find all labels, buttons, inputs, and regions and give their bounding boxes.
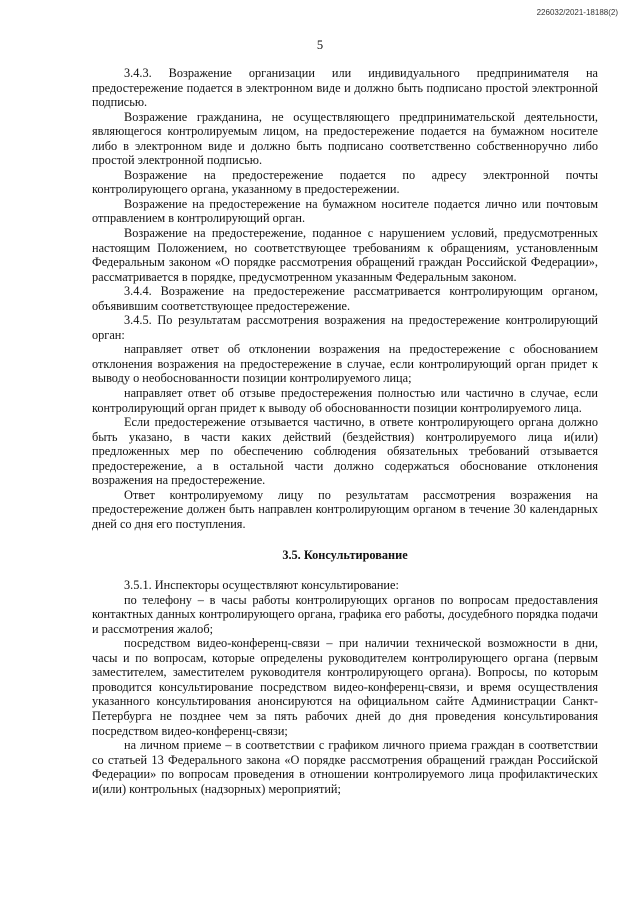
paragraph: посредством видео-конференц-связи – при наличии технической возможности в дни, часы и по вопросам, которые определены руководителем контролирующего органа (первым заместителем, заместителем руководителя контролирующего органа). Вопросы, по которым проводится консультирование посредством видео-конференц-связи, и время осуществления указанного консультирования анонсируются на официальном сайте Администрации Санкт-Петербурга не позднее чем за пять рабочих дней до дня проведения консультирования посредством видео-конференц-связи; xyxy=(92,636,598,738)
paragraph: Если предостережение отзывается частично, в ответе контролирующего органа должно быть указано, в части каких действий (бездействия) контролируемого лица и(или) предложенных мер по обеспечению соблюдения обязательных требований отзывается предостережение, а в остальной части должно содержаться обоснование отклонения возражения на предостережение. xyxy=(92,415,598,488)
paragraph: 3.4.5. По результатам рассмотрения возражения на предостережение контролирующий орган: xyxy=(92,313,598,342)
paragraph: 3.5.1. Инспекторы осуществляют консультирование: xyxy=(124,578,399,593)
paragraph: направляет ответ об отзыве предостережения полностью или частично в случае, если контролирующий орган придет к выводу об обоснованности позиции контролируемого лица. xyxy=(92,386,598,415)
document-number: 226032/2021-18188(2) xyxy=(536,8,618,17)
section-heading: 3.5. Консультирование xyxy=(282,547,408,562)
paragraph: Ответ контролируемому лицу по результатам рассмотрения возражения на предостережение должен быть направлен контролирующим органом в течение 30 календарных дней со дня его поступления. xyxy=(92,487,598,531)
document-body xyxy=(92,66,598,796)
paragraph: по телефону – в часы работы контролирующих органов по вопросам предоставления контактных данных контролирующего органа, графика его работы, досудебного порядка подачи и рассмотрения жалоб; xyxy=(92,592,598,636)
paragraph: Возражение гражданина, не осуществляющего предпринимательской деятельности, являющегося контролируемым лицом, на предостережение подается на бумажном носителе либо в электронном виде и должно быть подписано соответственно собственноручно либо простой электронной подписью. xyxy=(92,109,598,168)
paragraph: на личном приеме – в соответствии с графиком личного приема граждан в соответствии со статьей 13 Федерального закона «О порядке рассмотрения обращений граждан Российской Федерации» по вопросам проведения в отношении контролируемого лица профилактических и(или) контрольных (надзорных) мероприятий; xyxy=(92,738,598,796)
page-number: 5 xyxy=(316,38,324,52)
paragraph: Возражение на предостережение подается по адресу электронной почты контролирующего органа, указанному в предостережении. xyxy=(92,167,598,197)
paragraph: направляет ответ об отклонении возражения на предостережение с обоснованием отклонения возражения на предостережение в случае, если контролирующий орган придет к выводу о необоснованности позиции контролируемого лица; xyxy=(92,342,598,386)
paragraph: Возражение на предостережение, поданное с нарушением условий, предусмотренных настоящим Положением, но соответствующее требованиям к обращениям, установленным Федеральным законом «О порядке рассмотрения обращений граждан Российской Федерации», рассматривается в порядке, предусмотренном указанным Федеральным законом. xyxy=(92,226,598,284)
paragraph: Возражение на предостережение на бумажном носителе подается лично или почтовым отправлением в контролирующий орган. xyxy=(92,196,598,226)
paragraph: 3.4.3. Возражение организации или индивидуального предпринимателя на предостережение подается в электронном виде и должно быть подписано простой электронной подписью. xyxy=(92,66,598,110)
paragraph: 3.4.4. Возражение на предостережение рассматривается контролирующим органом, объявившим соответствующее предостережение. xyxy=(92,284,598,313)
